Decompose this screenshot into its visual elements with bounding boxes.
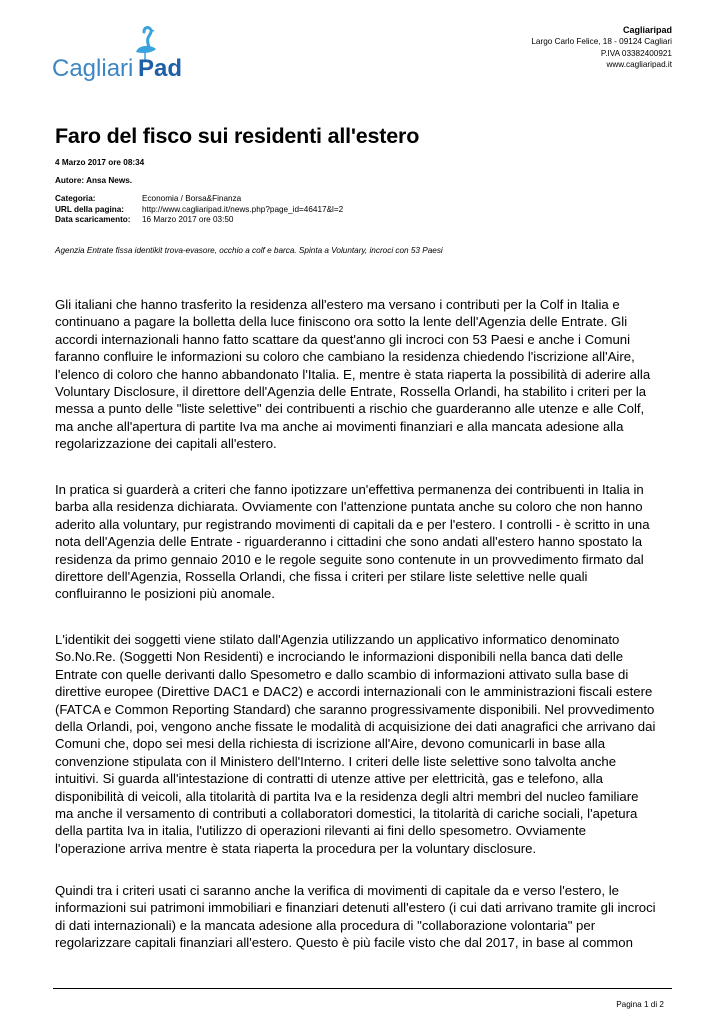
company-address: Largo Carlo Felice, 18 - 09124 Cagliari (531, 37, 672, 47)
text-line: confluiranno le posizioni più anomale. (55, 586, 275, 602)
text-line: direttive europee (Direttive DAC1 e DAC2) e accordi internazionali con le amministrazioni fiscali estere (55, 684, 653, 700)
text-line: l'operazione arriva mentre è stata riaperta la procedura per la voluntary disclosure. (55, 840, 537, 856)
meta-value: Economia / Borsa&Finanza (142, 194, 242, 203)
text-line: Quindi tra i criteri usati ci saranno anche la verifica di movimenti di capitale da e verso l'estero, le (55, 883, 619, 898)
text-line: Gli italiani che hanno trasferito la residenza all'estero ma versano i contributi per la Colf in Italia e (55, 297, 620, 312)
article-subtitle: Agenzia Entrate fissa identikit trova-evasore, occhio a colf e barca. Spinta a Voluntary, incroci con 53 Paesi (55, 246, 443, 255)
meta-key: URL della pagina: (55, 204, 124, 214)
text-line: messa a punto delle "liste selettive" dei contribuenti a rischio che guarderanno alle utenze e alle Colf, (55, 401, 645, 417)
text-line: l'elenco di coloro che hanno abbandonato l'Italia. E, mentre è stata riaperta la possibilità di aderire alla (55, 366, 651, 382)
text-line: Voluntary Disclosure, il direttore dell'Agenzia delle Entrate, Rossella Orlandi, ha stabilito i criteri per la (55, 384, 647, 400)
text-line: residenza da primo gennaio 2010 e le regole seguite sono contenute in un provvedimento firmato dal (55, 551, 644, 567)
text-line: nota dell'Agenzia delle Entrate - riguarderanno i cittadini che sono andati all'estero hanno spostato la (55, 534, 643, 550)
article-paragraph-4 (55, 882, 675, 952)
text-line: della partita Iva in italia, l'utilizzo di operazioni rilevanti ai fini dello spesometro. Ovviamente (55, 823, 587, 839)
text-line: convenzione stipulata con il Ministero dell'Interno. I criteri delle liste selettive sono talvolta anche (55, 753, 617, 769)
article-title: Faro del fisco sui residenti all'estero (55, 124, 420, 148)
article-author: Autore: Ansa News. (55, 176, 133, 185)
article-paragraph-2 (55, 481, 675, 603)
text-line: In pratica si guarderà a criteri che fanno ipotizzare un'effettiva permanenza dei contribuenti in Italia in (55, 482, 644, 497)
article-date: 4 Marzo 2017 ore 08:34 (55, 158, 145, 167)
article-paragraph-1 (55, 296, 675, 453)
company-name: Cagliaripad (622, 25, 672, 35)
meta-row-category (55, 194, 343, 205)
text-line: continuano a pagare la bolletta della luce finiscono ora sotto la lente dell'Agenzia delle Entrate. Gli (55, 314, 628, 330)
text-line: Comuni che, dopo sei mesi della richiesta di iscrizione all'Aire, devono comunicarli in base alla (55, 736, 606, 752)
text-line: Entrate con quelle derivanti dallo Spesometro e dallo scambio di informazioni attivato sulla base di (55, 666, 629, 682)
article-meta-table (55, 194, 343, 226)
text-line: barba alla residenza dichiarata. Ovviamente con l'attenzione puntata anche su coloro che non hanno (55, 499, 643, 515)
company-website: www.cagliaripad.it (606, 59, 672, 69)
meta-row-download-date (55, 215, 343, 226)
article-paragraph-3 (55, 631, 675, 857)
text-line: faranno confluire le informazioni su coloro che cambiano la residenza chiedendo l'iscrizione all'Aire, (55, 349, 635, 365)
meta-row-url (55, 205, 343, 216)
meta-key: Data scaricamento: (55, 215, 131, 225)
page-number: Pagina 1 di 2 (616, 1000, 664, 1009)
text-line: regolarizzare capitali finanziari all'estero. Questo è più facile visto che dal 2017, in base al common (55, 935, 633, 951)
text-line: ma anche il versamento di contributi a collaboratori domestici, la titolarità di cariche sociali, l'apetura (55, 806, 638, 822)
text-line: di dati internazionali) e la mancata adesione alla procedura di "collaborazione volontaria" per (55, 917, 596, 933)
text-line: So.No.Re. (Soggetti Non Residenti) e incrociando le informazioni disponibili nella banca dati delle (55, 649, 624, 665)
logo-text-accent: Pad (138, 55, 183, 82)
company-vat: P.IVA 03382400921 (600, 48, 672, 58)
text-line: intuitivi. Si guarda all'intestazione di contratti di utenze attive per elettricità, gas e telefono, alla (55, 771, 603, 787)
text-line: disponibilità di veicoli, alla titolarità di partita Iva e la residenza degli altri membri del nucleo familiare (55, 788, 639, 804)
text-line: L'identikit dei soggetti viene stilato dall'Agenzia utilizzando un applicativo informatico denominato (55, 632, 620, 647)
text-line: informazioni sui patrimoni immobiliari e finanziari detenuti all'estero (i cui dati arrivano tramite gli incroci (55, 900, 656, 916)
text-line: (FATCA e Common Reporting Standard) che saranno progressivamente disponibili. Nel provvedimento (55, 701, 655, 717)
footer-divider (53, 988, 672, 989)
cagliaripad-logo (50, 22, 192, 84)
company-info (531, 25, 672, 70)
meta-key: Categoria: (55, 194, 96, 203)
text-line: regolarizzazione dei capitali all'estero. (55, 436, 277, 452)
text-line: accordi internazionali hanno fatto scattare da quest'anno gli incroci con 53 Paesi e anche i Comuni (55, 331, 631, 347)
meta-value: 16 Marzo 2017 ore 03:50 (142, 215, 234, 225)
meta-value-url[interactable]: http://www.cagliaripad.it/news.php?page_id=46417&l=2 (142, 204, 344, 214)
text-line: aderito alla voluntary, pur registrando movimenti di capitali da e per l'estero. I controlli - è scritto in una (55, 516, 650, 532)
text-line: ma anche all'apertura di partite Iva ma anche ai movimenti finanziari e alla mancata adesione alla (55, 418, 624, 434)
text-line: della Orlandi, poi, vengono anche fissate le modalità di acquisizione dei dati anagrafici che arrivano dai (55, 719, 656, 735)
text-line: direttore dell'Agenzia, Rossella Orlandi, che fissa i criteri per stilare liste selettive nelle quali (55, 569, 588, 585)
logo-text-main: Cagliari (52, 55, 134, 82)
